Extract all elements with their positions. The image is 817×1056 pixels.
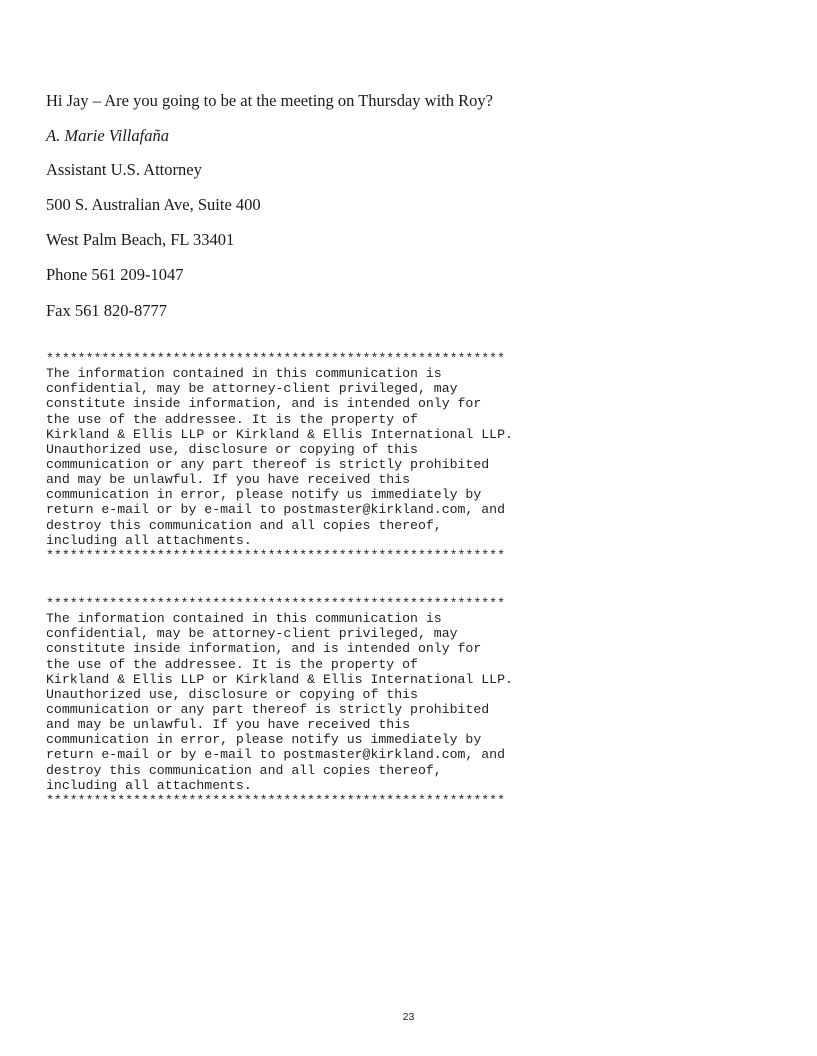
notice-line: constitute inside information, and is intended only for	[46, 396, 482, 412]
notice-line: confidential, may be attorney-client privileged, may	[46, 626, 458, 642]
notice-line: confidential, may be attorney-client privileged, may	[46, 381, 458, 397]
notice-line: communication or any part thereof is strictly prohibited	[46, 701, 490, 717]
notice-line: return e-mail or by e-mail to postmaster@kirkland.com, and	[46, 747, 505, 763]
notice-line: including all attachments.	[46, 532, 252, 548]
signature-name: A. Marie Villafaña	[46, 126, 169, 145]
signature-title: Assistant U.S. Attorney	[46, 160, 202, 179]
notice-line: and may be unlawful. If you have received this	[46, 472, 411, 488]
notice-line: communication in error, please notify us immediately by	[46, 732, 482, 748]
confidentiality-notice-1	[46, 351, 546, 563]
notice-line: **********************************************************	[46, 351, 505, 366]
notice-line: Kirkland & Ellis LLP or Kirkland & Ellis International LLP.	[46, 671, 513, 687]
signature-phone: Phone 561 209-1047	[46, 265, 184, 284]
notice-line: the use of the addressee. It is the property of	[46, 656, 418, 672]
notice-line: communication in error, please notify us immediately by	[46, 487, 482, 503]
notice-line: the use of the addressee. It is the property of	[46, 411, 418, 427]
confidentiality-notice-2	[46, 596, 546, 808]
signature-address-line1: 500 S. Australian Ave, Suite 400	[46, 195, 261, 214]
notice-line: **********************************************************	[46, 547, 505, 563]
notice-line: destroy this communication and all copies thereof,	[46, 762, 442, 778]
notice-line: The information contained in this communication is	[46, 366, 442, 382]
notice-line: Unauthorized use, disclosure or copying of this	[46, 441, 418, 457]
notice-line: and may be unlawful. If you have received this	[46, 717, 411, 733]
notice-line: including all attachments.	[46, 777, 252, 793]
notice-line: communication or any part thereof is strictly prohibited	[46, 456, 490, 472]
page-number: 23	[402, 1011, 415, 1023]
notice-line: return e-mail or by e-mail to postmaster@kirkland.com, and	[46, 502, 505, 518]
notice-line: Kirkland & Ellis LLP or Kirkland & Ellis International LLP.	[46, 426, 513, 442]
email-greeting: Hi Jay – Are you going to be at the meeting on Thursday with Roy?	[46, 91, 493, 110]
notice-line: **********************************************************	[46, 792, 505, 808]
notice-line: Unauthorized use, disclosure or copying of this	[46, 686, 418, 702]
notice-line: **********************************************************	[46, 596, 505, 611]
notice-line: destroy this communication and all copies thereof,	[46, 517, 442, 533]
signature-address-line2: West Palm Beach, FL 33401	[46, 230, 235, 249]
notice-line: The information contained in this communication is	[46, 611, 442, 627]
notice-line: constitute inside information, and is intended only for	[46, 641, 482, 657]
signature-fax: Fax 561 820-8777	[46, 301, 167, 320]
